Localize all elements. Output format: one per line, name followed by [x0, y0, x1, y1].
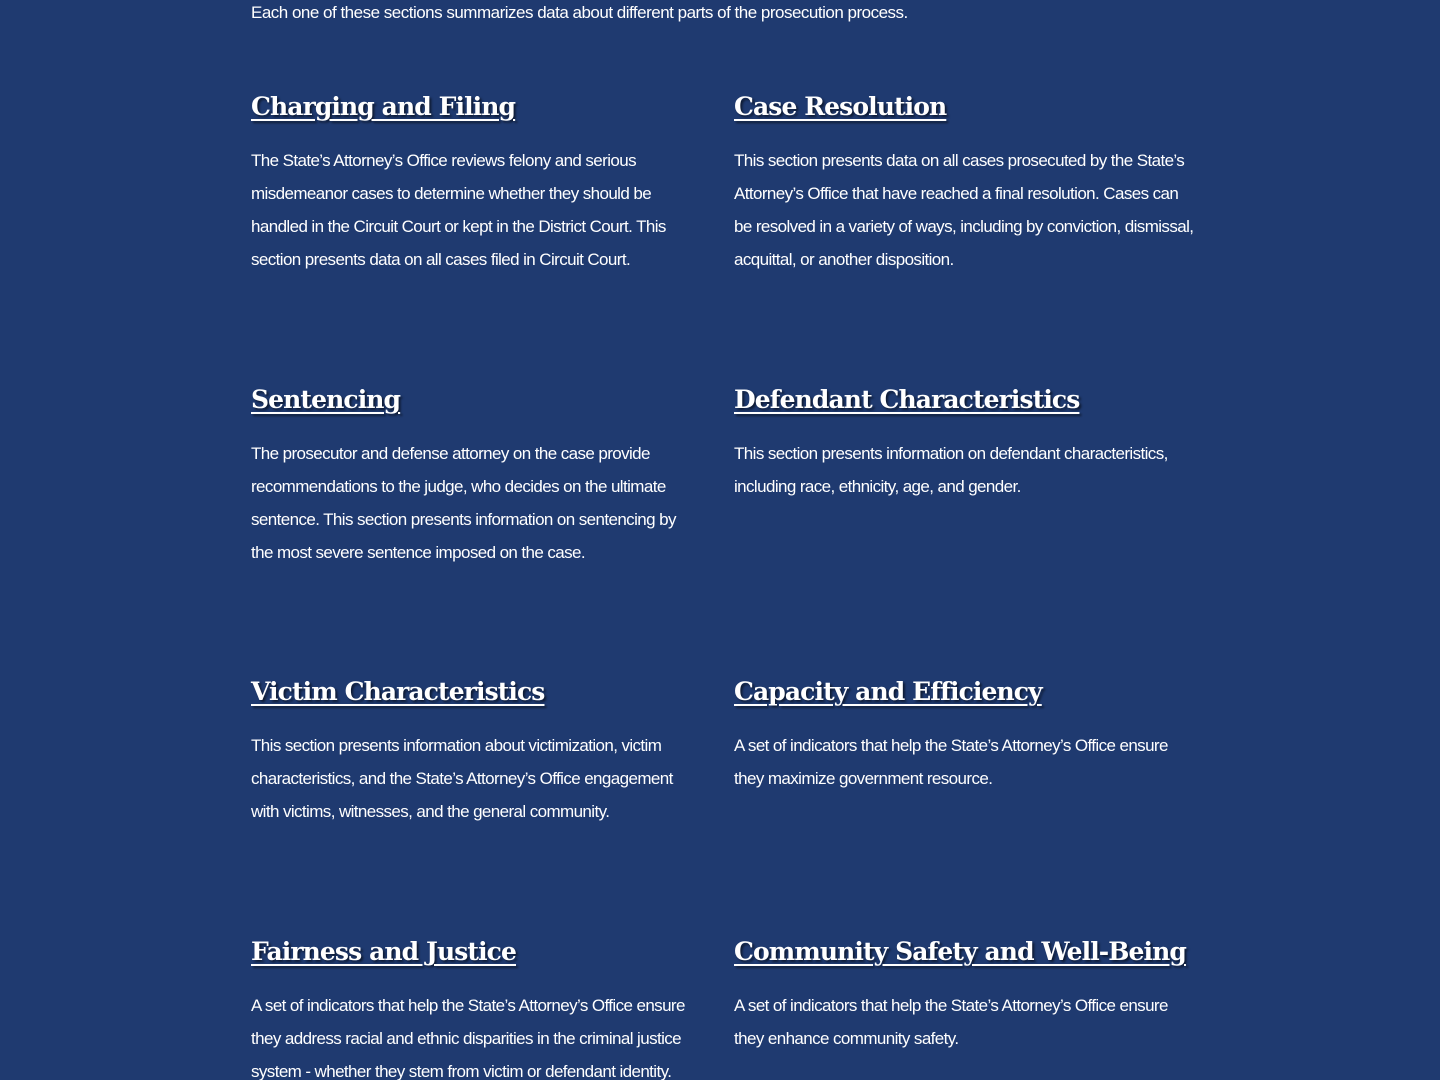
section-case-resolution: [734, 90, 1194, 276]
section-description: The State’s Attorney’s Office reviews felony and serious misdemeanor cases to determine whether they should be handled in the Circuit Court or kept in the District Court. This section presents data on all cases filed in Circuit Court.: [251, 151, 666, 269]
section-heading: [251, 675, 701, 709]
section-description: This section presents information on defendant characteristics, including race, ethnicity, age, and gender.: [734, 444, 1168, 496]
case-resolution-link[interactable]: Case Resolution: [734, 92, 947, 121]
section-heading: [251, 383, 701, 417]
section-heading: [734, 935, 1194, 969]
section-victim-characteristics: [251, 675, 701, 828]
section-defendant-characteristics: [734, 383, 1194, 503]
section-heading: [734, 675, 1194, 709]
defendant-characteristics-link[interactable]: Defendant Characteristics: [734, 385, 1080, 414]
fairness-and-justice-link[interactable]: Fairness and Justice: [251, 937, 516, 966]
section-heading: [734, 383, 1194, 417]
section-heading: [251, 90, 701, 124]
sentencing-link[interactable]: Sentencing: [251, 385, 401, 414]
section-description: A set of indicators that help the State’s Attorney’s Office ensure they enhance community safety.: [734, 996, 1168, 1048]
capacity-and-efficiency-link[interactable]: Capacity and Efficiency: [734, 677, 1042, 706]
section-description: This section presents information about victimization, victim characteristics, and the State’s Attorney’s Office engagement with victims, witnesses, and the general community.: [251, 736, 673, 821]
community-safety-and-well-being-link[interactable]: Community Safety and Well-Being: [734, 937, 1186, 966]
section-description: The prosecutor and defense attorney on the case provide recommendations to the judge, who decides on the ultimate sentence. This section presents information on sentencing by the most severe sentence imposed on the case.: [251, 444, 676, 562]
section-description: A set of indicators that help the State’s Attorney’s Office ensure they address racial and ethnic disparities in the criminal justice system - whether they stem from victim or defendant identity.: [251, 996, 685, 1080]
section-sentencing: [251, 383, 701, 569]
charging-and-filing-link[interactable]: Charging and Filing: [251, 92, 516, 121]
section-capacity-and-efficiency: [734, 675, 1194, 795]
section-charging-and-filing: [251, 90, 701, 276]
victim-characteristics-link[interactable]: Victim Characteristics: [251, 677, 545, 706]
section-heading: [734, 90, 1194, 124]
section-description: A set of indicators that help the State’s Attorney’s Office ensure they maximize government resource.: [734, 736, 1168, 788]
section-heading: [251, 935, 701, 969]
section-community-safety-and-well-being: [734, 935, 1194, 1055]
intro-text: Each one of these sections summarizes data about different parts of the prosecution process.: [251, 3, 908, 22]
section-fairness-and-justice: [251, 935, 701, 1080]
section-description: This section presents data on all cases prosecuted by the State’s Attorney’s Office that have reached a final resolution. Cases can be resolved in a variety of ways, including by conviction, dismissal, acquittal, or another disposition.: [734, 151, 1194, 269]
